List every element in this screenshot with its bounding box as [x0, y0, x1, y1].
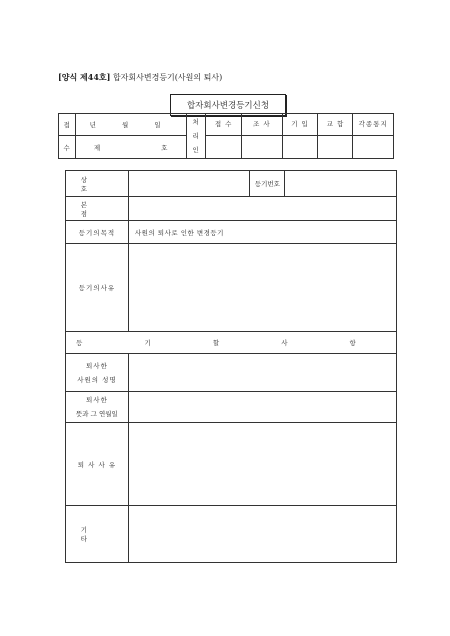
retired-member-name-label: 퇴사한 사원의 성명 [66, 354, 129, 392]
col-notification: 각종통지 [353, 114, 394, 136]
form-header [58, 72, 222, 83]
processor-label: 처 리 인 [187, 114, 206, 159]
registration-number-label: 등기번호 [250, 171, 285, 197]
other-field[interactable] [128, 506, 396, 563]
purpose-label: 등기의목적 [66, 221, 129, 244]
retirement-date-label: 퇴사한 뜻과 그 연월일 [66, 392, 129, 423]
receipt-table [58, 113, 394, 159]
registration-number-field[interactable] [285, 171, 397, 197]
retired-member-name-field[interactable] [128, 354, 396, 392]
form-name: 합자회사변경등기(사원의 퇴사) [112, 73, 223, 82]
col-inspection-field[interactable] [242, 136, 283, 159]
col-notification-field[interactable] [353, 136, 394, 159]
retirement-reason-field[interactable] [128, 423, 396, 506]
trade-name-field[interactable] [128, 171, 250, 197]
head-office-label: 본 점 [66, 197, 129, 221]
col-receipt: 접 수 [206, 114, 242, 136]
retirement-reason-label: 퇴 사 사 유 [66, 423, 129, 506]
trade-name-label: 상 호 [66, 171, 129, 197]
col-collation: 교 합 [318, 114, 353, 136]
head-office-field[interactable] [128, 197, 396, 221]
col-entry: 기 입 [282, 114, 318, 136]
receipt-label-top: 접 [59, 114, 76, 136]
reason-field[interactable] [128, 244, 396, 332]
receipt-number: 제 호 [76, 136, 187, 159]
col-receipt-field[interactable] [206, 136, 242, 159]
reason-label: 등기의사유 [66, 244, 129, 332]
retirement-date-field[interactable] [128, 392, 396, 423]
application-table [65, 170, 397, 563]
matters-heading: 등 기 할 사 항 [66, 332, 397, 354]
col-collation-field[interactable] [318, 136, 353, 159]
receipt-label-bottom: 수 [59, 136, 76, 159]
purpose-value[interactable]: 사원의 퇴사로 인한 변경등기 [128, 221, 396, 244]
document-title: 합자회사변경등기신청 [170, 94, 286, 116]
col-inspection: 조 사 [242, 114, 283, 136]
form-number: [양식 제44호] [58, 72, 111, 82]
other-label: 기 타 [66, 506, 129, 563]
col-entry-field[interactable] [282, 136, 318, 159]
receipt-date-label: 년 월 일 [76, 114, 187, 136]
